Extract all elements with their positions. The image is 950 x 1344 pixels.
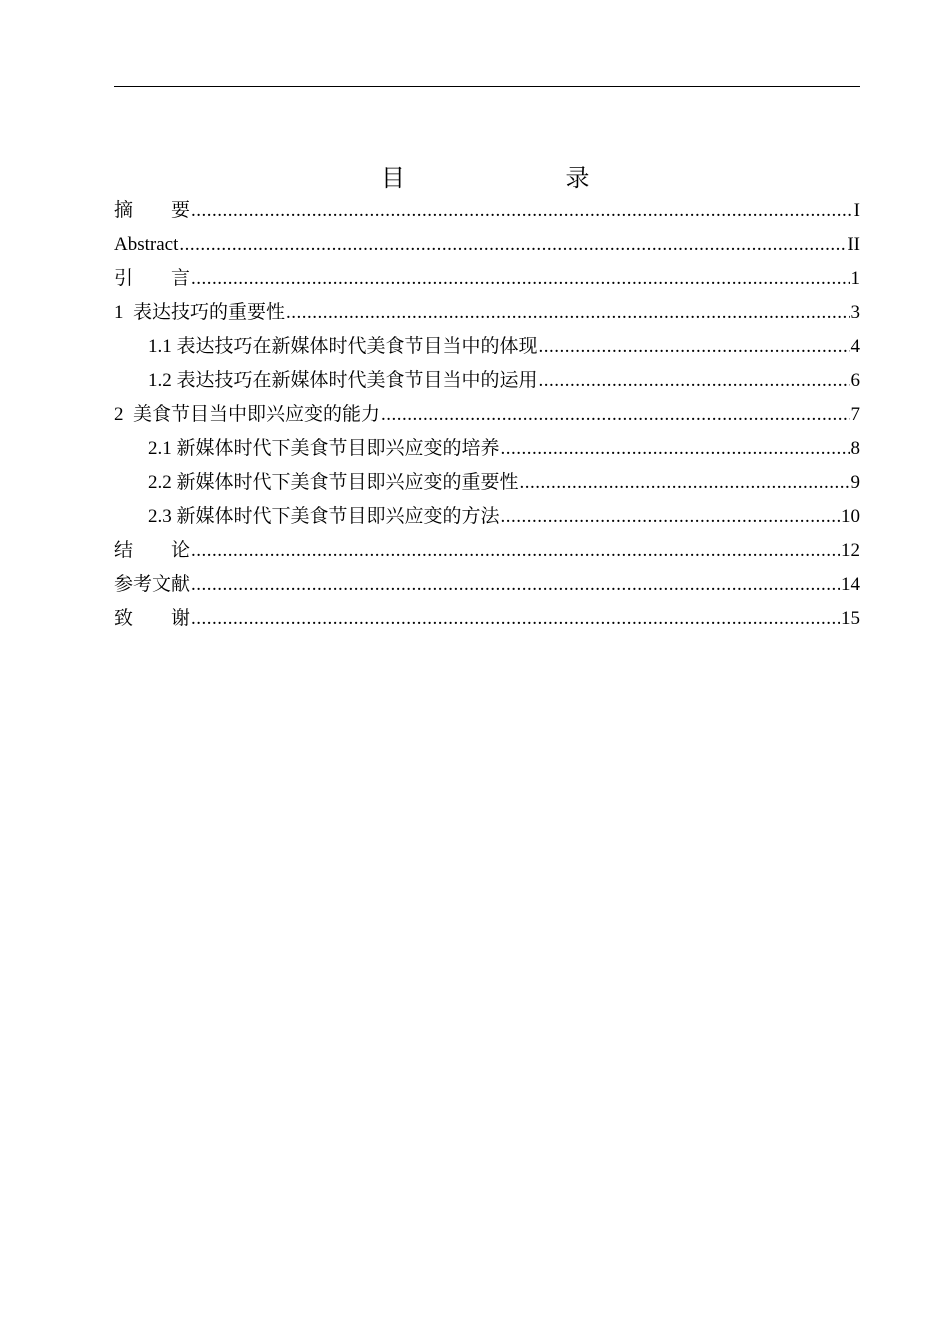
toc-entry-page: 4 [850,336,860,357]
toc-entry-introduction[interactable] [114,262,860,296]
header-rule [114,86,860,87]
dot-leader [191,194,853,228]
toc-entry-label: 摘 要 [114,200,191,221]
toc-entry-page: I [853,200,860,221]
dot-leader [520,466,850,500]
toc-entry-chapter-1[interactable] [114,296,860,330]
toc-entry-label: 1 表达技巧的重要性 [114,302,286,323]
dot-leader [381,398,849,432]
toc-entry-page: 8 [850,438,860,459]
dot-leader [501,432,850,466]
toc-entry-abstract-cn[interactable] [114,194,860,228]
toc-entry-page: 6 [850,370,860,391]
toc-entry-page: 9 [850,472,860,493]
toc-entry-label: 2.3 新媒体时代下美食节目即兴应变的方法 [148,506,500,527]
toc-entry-label: 1.2 表达技巧在新媒体时代美食节目当中的运用 [148,370,538,391]
dot-leader [179,228,846,262]
toc-entry-page: 7 [850,404,860,425]
toc-entry-label: 致 谢 [114,608,191,629]
dot-leader [501,500,840,534]
toc-entry-page: 12 [841,540,860,561]
dot-leader [191,568,840,602]
toc-entry-page: 1 [850,268,860,289]
toc-entry-label: 1.1 表达技巧在新媒体时代美食节目当中的体现 [148,336,538,357]
toc-list [114,194,860,636]
toc-entry-references[interactable] [114,568,860,602]
toc-title: 目 录 [380,164,594,192]
toc-entry-conclusion[interactable] [114,534,860,568]
toc-entry-page: 14 [841,574,860,595]
toc-entry-label: 结 论 [114,540,191,561]
dot-leader [191,602,840,636]
toc-entry-page: 10 [841,506,860,527]
dot-leader [539,330,850,364]
toc-entry-label: 2.1 新媒体时代下美食节目即兴应变的培养 [148,438,500,459]
toc-entry-label: 参考文献 [114,574,191,595]
dot-leader [191,262,849,296]
dot-leader [286,296,849,330]
toc-entry-section-2-1[interactable] [114,432,860,466]
toc-entry-page: 15 [841,608,860,629]
toc-entry-section-1-2[interactable] [114,364,860,398]
toc-entry-abstract-en[interactable] [114,228,860,262]
toc-entry-label: 2 美食节目当中即兴应变的能力 [114,404,381,425]
toc-entry-acknowledgements[interactable] [114,602,860,636]
toc-entry-page: II [847,234,860,255]
toc-entry-section-1-1[interactable] [114,330,860,364]
dot-leader [539,364,850,398]
toc-entry-page: 3 [850,302,860,323]
toc-entry-chapter-2[interactable] [114,398,860,432]
toc-entry-section-2-3[interactable] [114,500,860,534]
toc-entry-label: 引 言 [114,268,191,289]
toc-entry-label: Abstract [114,234,179,255]
toc-entry-label: 2.2 新媒体时代下美食节目即兴应变的重要性 [148,472,519,493]
toc-entry-section-2-2[interactable] [114,466,860,500]
dot-leader [191,534,840,568]
